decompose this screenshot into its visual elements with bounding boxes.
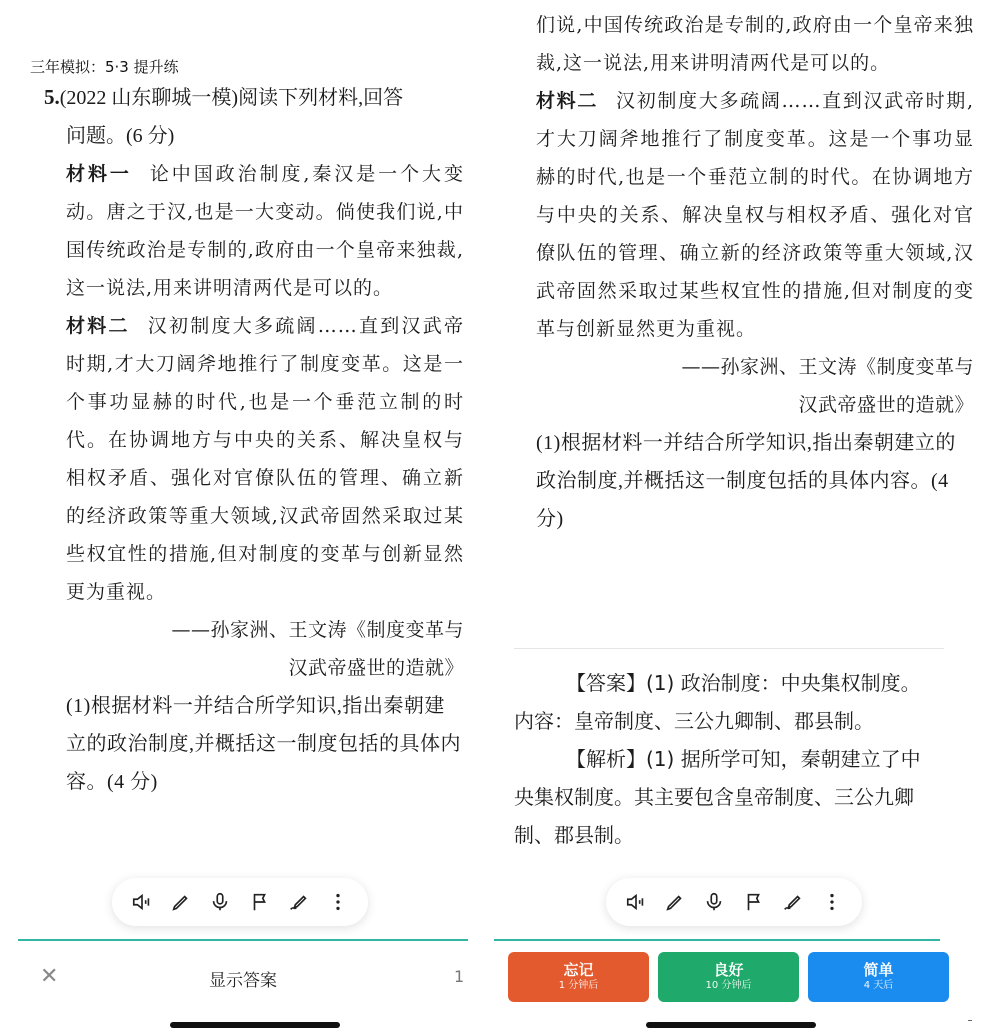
material-one-tail: 们说,中国传统政治是专制的,政府由一个皇帝来独裁,这一说法,用来讲明清两代是可以的。 [536,14,974,74]
microphone-icon[interactable] [700,888,728,916]
flag-icon[interactable] [740,888,768,916]
deck-title: 三年模拟：5·3 提升练 [30,58,179,76]
more-icon[interactable] [818,888,846,916]
answer-section [514,664,940,854]
explanation-text: (1) 据所学可知，秦朝建立了中央集权制度。其主要包含皇帝制度、三公九卿制、郡县制。 [514,747,921,847]
pencil-icon[interactable] [167,888,195,916]
draw-icon[interactable] [779,888,807,916]
answer-paragraph [514,664,940,740]
answer-text: (1) 政治制度：中央集权制度。内容：皇帝制度、三公九卿制、郡县制。 [514,671,921,733]
good-button[interactable] [658,952,799,1002]
rating-buttons [508,952,949,1002]
good-interval: 10 分钟后 [705,980,752,991]
question-scan [44,78,464,801]
easy-button[interactable] [808,952,949,1002]
close-icon[interactable]: ✕ [40,964,59,989]
material-one [44,155,464,307]
bottom-bar [0,950,486,1004]
material-two-label: 材料二 [66,315,130,337]
flag-icon[interactable] [246,888,274,916]
good-label: 良好 [713,961,744,979]
explanation-paragraph [514,740,940,854]
source-line-2: 汉武帝盛世的造就》 [288,657,464,679]
source-line-1: ——孙家洲、王文涛《制度变革与 [681,356,974,378]
bottom-divider [494,939,940,941]
show-answer-button[interactable]: 显示答案 [209,971,277,991]
pencil-icon[interactable] [661,888,689,916]
easy-label: 简单 [863,961,894,979]
answer-separator [514,648,944,649]
source-line-2: 汉武帝盛世的造就》 [798,394,974,416]
question-source: (2022 山东聊城一模)阅读下列材料,回答 [59,87,404,109]
question-number: 5. [44,85,60,109]
card-count: 1 [454,967,465,986]
material-two-text: 汉初制度大多疏阔……直到汉武帝时期,才大刀阔斧地推行了制度变革。这是一个事功显赫的时代,也是一个垂范立制的时代。在协调地方与中央的关系、解决皇权与相权矛盾、强化对官僚队伍的管理、确立新的经济政策等重大领域,汉武帝固然采取过某些权宜性的措施,但对制度的变革与创新显然更为重视。 [536,90,974,340]
draw-icon[interactable] [285,888,313,916]
easy-interval: 4 天后 [863,980,894,991]
more-icon[interactable] [324,888,352,916]
forget-button[interactable] [508,952,649,1002]
answer-label: 【答案】 [566,671,646,695]
material-two-text: 汉初制度大多疏阔……直到汉武帝时期,才大刀阔斧地推行了制度变革。这是一个事功显赫的时代,也是一个垂范立制的时代。在协调地方与中央的关系、解决皇权与相权矛盾、强化对官僚队伍的管理、确立新的经济政策等重大领域,汉武帝固然采取过某些权宜性的措施,但对制度的变革与创新显然更为重视。 [66,315,464,603]
forget-interval: 1 分钟后 [558,980,599,991]
sub-question: (1)根据材料一并结合所学知识,指出秦朝建立的政治制度,并概括这一制度包括的具体内容。(4 分) [66,695,461,793]
explanation-label: 【解析】 [566,747,646,771]
speaker-icon[interactable] [128,888,156,916]
material-two [536,82,974,348]
material-one-label: 材料一 [66,163,132,185]
question-panel [0,0,486,1032]
home-indicator[interactable] [170,1022,340,1028]
speaker-icon[interactable] [622,888,650,916]
card-toolbar [112,878,368,926]
material-two [44,307,464,611]
question-header [44,78,464,117]
question-points: 问题。(6 分) [66,125,175,147]
answer-panel [494,0,1000,1032]
bottom-divider [18,939,468,941]
material-one-text: 论中国政治制度,秦汉是一个大变动。唐之于汉,也是一大变动。倘使我们说,中国传统政治是专制的,政府由一个皇帝来独裁,这一说法,用来讲明清两代是可以的。 [66,163,464,299]
sub-question: (1)根据材料一并结合所学知识,指出秦朝建立的政治制度,并概括这一制度包括的具体内容。(4 分) [536,432,956,530]
corner-mark [968,1020,972,1021]
material-two-label: 材料二 [536,90,599,112]
home-indicator[interactable] [646,1022,816,1028]
microphone-icon[interactable] [206,888,234,916]
forget-label: 忘记 [563,961,594,979]
source-line-1: ——孙家洲、王文涛《制度变革与 [171,619,464,641]
card-toolbar [606,878,862,926]
question-scan-scrolled [536,6,974,538]
